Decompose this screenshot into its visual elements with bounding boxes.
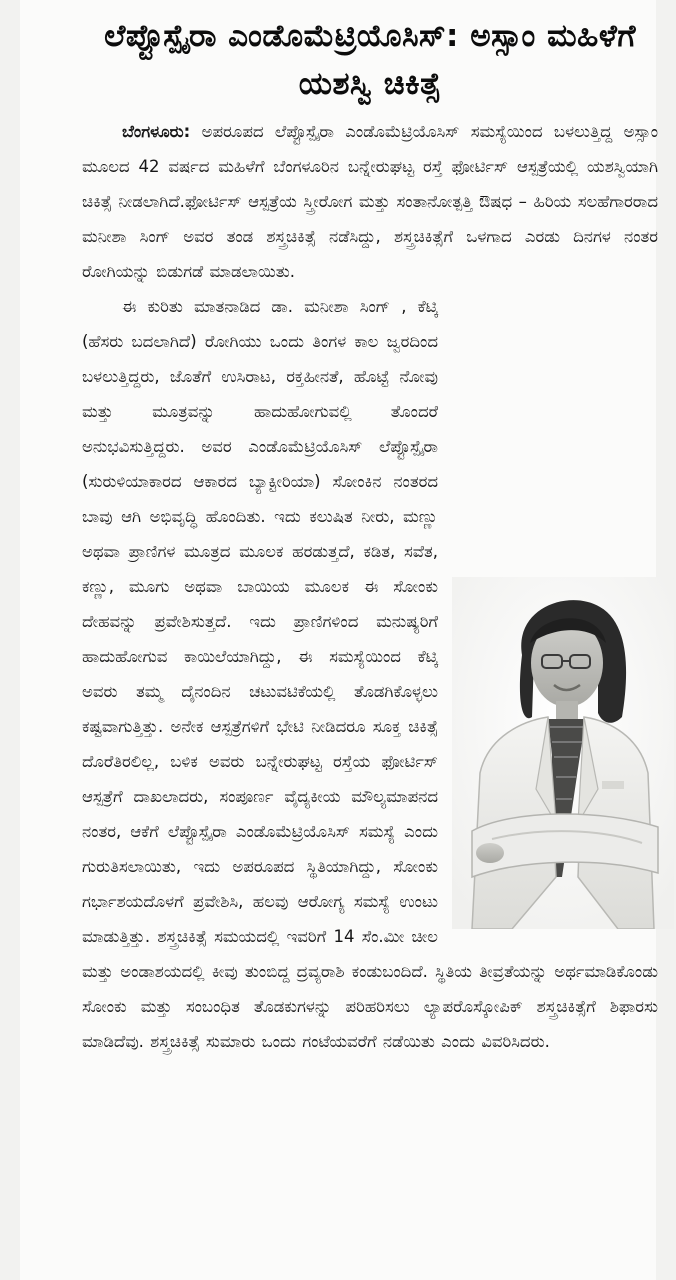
article-headline: ಲೆಪ್ಟೊಸ್ಪೈರಾ ಎಂಡೊಮೆಟ್ರಿಯೊಸಿಸ್: ಅಸ್ಸಾಂ ಮಹಿಳೆಗೆ ಯಶಸ್ವಿ ಚಿಕಿತ್ಸೆ (104, 18, 636, 102)
article-dateline: ಬೆಂಗಳೂರು: (122, 122, 191, 141)
paragraph-1-text: ಅಪರೂಪದ ಲೆಪ್ಟೊಸ್ಪೈರಾ ಎಂಡೊಮೆಟ್ರಿಯೊಸಿಸ್ ಸಮಸ್ಯೆಯಿಂದ ಬಳಲುತ್ತಿದ್ದ ಅಸ್ಸಾಂ ಮೂಲದ 42 ವರ್ಷದ ಮಹಿಳೆಗೆ ಬೆಂಗಳೂರಿನ ಬನ್ನೇರುಘಟ್ಟ ರಸ್ತೆ ಫೋರ್ಟಿಸ್ ಆಸ್ಪತ್ರೆಯಲ್ಲಿ ಯಶಸ್ವಿಯಾಗಿ ಚಿಕಿತ್ಸೆ ನೀಡಲಾಗಿದೆ.ಫೋರ್ಟಿಸ್ ಆಸ್ಪತ್ರೆಯ ಸ್ತ್ರೀರೋಗ ಮತ್ತು ಸಂತಾನೋತ್ಪತ್ತಿ ಔಷಧ – ಹಿರಿಯ ಸಲಹೆಗಾರರಾದ ಮನೀಶಾ ಸಿಂಗ್ ಅವರ ತಂಡ ಶಸ್ತ್ರಚಿಕಿತ್ಸೆ ನಡೆಸಿದ್ದು, ಶಸ್ತ್ರಚಿಕಿತ್ಸೆಗೆ ಒಳಗಾದ ಎರಡು ದಿನಗಳ ನಂತರ ರೋಗಿಯನ್ನು ಬಿಡುಗಡೆ ಮಾಡಲಾಯಿತು. (82, 122, 659, 281)
page-margin-left (0, 0, 20, 1280)
article-paragraph-1 (82, 114, 658, 289)
doctor-portrait-image (452, 577, 674, 929)
article-paragraph-2: ಈ ಕುರಿತು ಮಾತನಾಡಿದ ಡಾ. ಮನೀಶಾ ಸಿಂಗ್ , ಕೆಟ್ಕಿ (ಹೆಸರು ಬದಲಾಗಿದೆ) ರೋಗಿಯು ಒಂದು ತಿಂಗಳ ಕಾಲ ಜ್ವರದಿಂದ ಬಳಲುತ್ತಿದ್ದರು, ಜೊತೆಗೆ ಉಸಿರಾಟ, ರಕ್ತಹೀನತೆ, ಹೊಟ್ಟೆ ನೋವು ಮತ್ತು ಮೂತ್ರವನ್ನು ಹಾದುಹೋಗುವಲ್ಲಿ ತೊಂದರೆ ಅನುಭವಿಸುತ್ತಿದ್ದರು. ಅವರ ಎಂಡೊಮೆಟ್ರಿಯೊಸಿಸ್ ಲೆಪ್ಟೊಸ್ಪೈರಾ (ಸುರುಳಿಯಾಕಾರದ ಆಕಾರದ ಬ್ಯಾಕ್ಟೀರಿಯಾ) ಸೋಂಕಿನ ನಂತರದ ಬಾವು ಆಗಿ ಅಭಿವೃದ್ಧಿ ಹೊಂದಿತು. ಇದು ಕಲುಷಿತ ನೀರು, ಮಣ್ಣು ಅಥವಾ ಪ್ರಾಣಿಗಳ ಮೂತ್ರದ ಮೂಲಕ ಹರಡುತ್ತದೆ, ಕಡಿತ, ಸವೆತ, ಕಣ್ಣು, ಮೂಗು ಅಥವಾ ಬಾಯಿಯ ಮೂಲಕ ಈ ಸೋಂಕು ದೇಹವನ್ನು ಪ್ರವೇಶಿಸುತ್ತದೆ. ಇದು ಪ್ರಾಣಿಗಳಿಂದ ಮನುಷ್ಯರಿಗೆ ಹಾದುಹೋಗುವ ಕಾಯಿಲೆಯಾಗಿದ್ದು, ಈ ಸಮಸ್ಯೆಯಿಂದ ಕೆಟ್ಕಿ ಅವರು ತಮ್ಮ ದೈನಂದಿನ ಚಟುವಟಿಕೆಯಲ್ಲಿ ತೊಡಗಿಕೊಳ್ಳಲು ಕಷ್ಟವಾಗುತ್ತಿತ್ತು. ಅನೇಕ ಆಸ್ಪತ್ರೆಗಳಿಗೆ ಭೇಟಿ ನೀಡಿದರೂ ಸೂಕ್ತ ಚಿಕಿತ್ಸೆ ದೊರೆತಿರಲಿಲ್ಲ, ಬಳಿಕ ಅವರು ಬನ್ನೇರುಘಟ್ಟ ರಸ್ತೆಯ ಫೋರ್ಟಿಸ್ ಆಸ್ಪತ್ರೆಗೆ ದಾಖಲಾದರು, ಸಂಪೂರ್ಣ ವೈದ್ಯಕೀಯ ಮೌಲ್ಯಮಾಪನದ ನಂತರ, ಆಕೆಗೆ ಲೆಪ್ಟೊಸ್ಪೈರಾ ಎಂಡೊಮೆಟ್ರಿಯೊಸಿಸ್ ಸಮಸ್ಯೆ ಎಂದು ಗುರುತಿಸಲಾಯಿತು, ಇದು ಅಪರೂಪದ ಸ್ಥಿತಿಯಾಗಿದ್ದು, ಸೋಂಕು ಗರ್ಭಾಶಯದೊಳಗೆ ಪ್ರವೇಶಿಸಿ, ಹಲವು ಆರೋಗ್ಯ ಸಮಸ್ಯೆ ಉಂಟು ಮಾಡುತ್ತಿತ್ತು. ಶಸ್ತ್ರಚಿಕಿತ್ಸೆ ಸಮಯದಲ್ಲಿ ಇವರಿಗೆ 14 ಸೆಂ.ಮೀ ಚೀಲ ಮತ್ತು ಅಂಡಾಶಯದಲ್ಲಿ ಕೀವು ತುಂಬಿದ್ದ ದ್ರವ್ಯರಾಶಿ ಕಂಡುಬಂದಿದೆ. ಸ್ಥಿತಿಯ ತೀವ್ರತೆಯನ್ನು ಅರ್ಥಮಾಡಿಕೊಂಡು ಸೋಂಕು ಮತ್ತು ಸಂಬಂಧಿತ ತೊಡಕುಗಳನ್ನು ಪರಿಹರಿಸಲು ಲ್ಯಾಪರೊಸ್ಕೋಪಿಕ್ ಶಸ್ತ್ರಚಿಕಿತ್ಸೆಗೆ ಶಿಫಾರಸು ಮಾಡಿದೆವು. ಶಸ್ತ್ರಚಿಕಿತ್ಸೆ ಸುಮಾರು ಒಂದು ಗಂಟೆಯವರೆಗೆ ನಡೆಯಿತು ಎಂದು ವಿವರಿಸಿದರು. (82, 297, 658, 1051)
news-article (82, 0, 658, 1280)
article-body (82, 114, 658, 1059)
doctor-photo (452, 577, 674, 929)
